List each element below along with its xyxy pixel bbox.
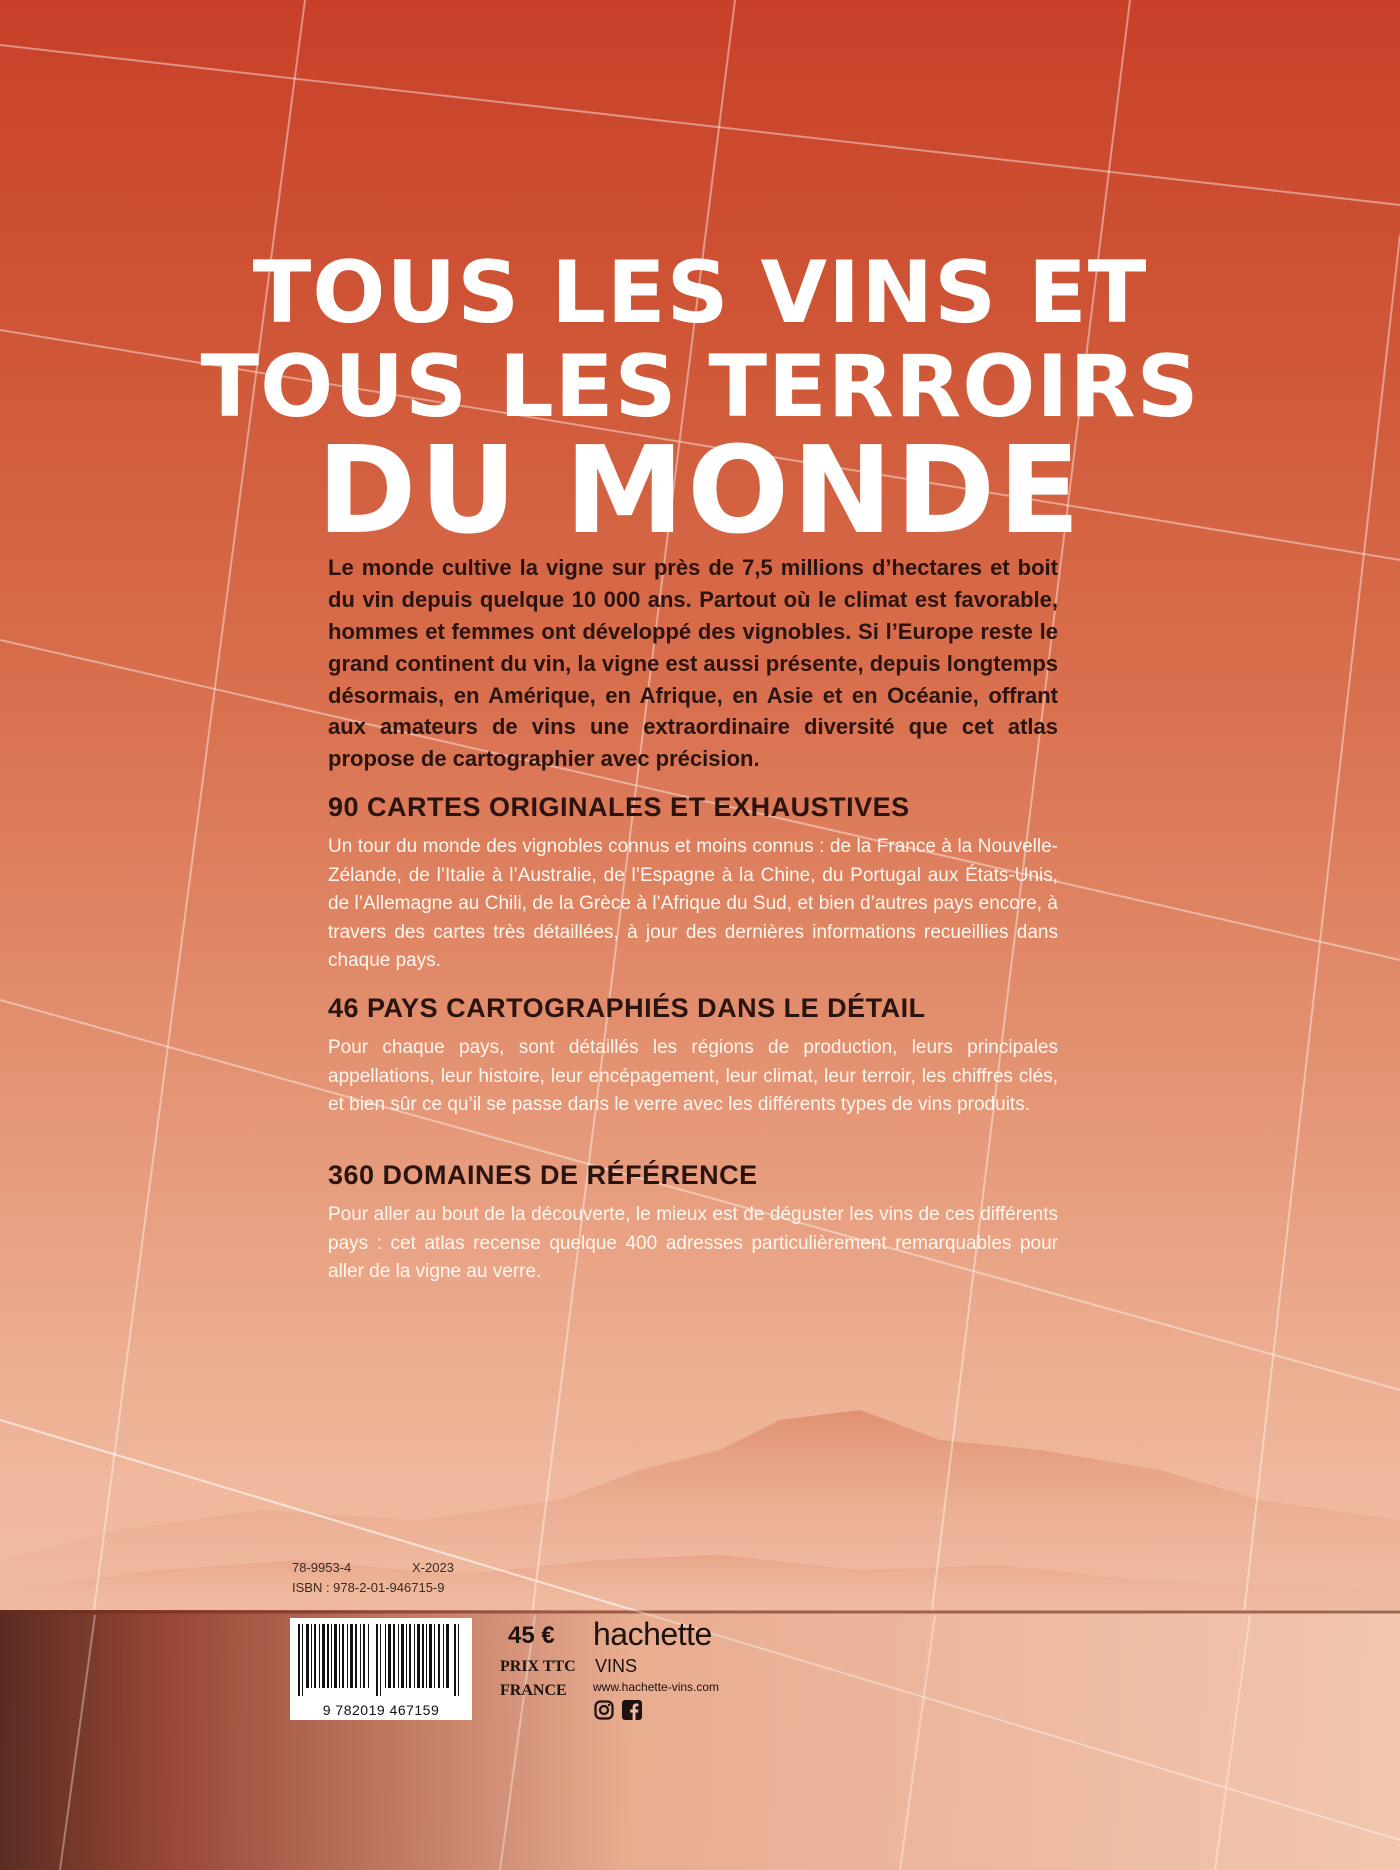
intro-paragraph: Le monde cultive la vigne sur près de 7,5 millions d’hectares et boit du vin depuis quelque 10 000 ans. Partout où le climat est favorable, hommes et femmes ont développé des vignobles. Si l’Europe reste le grand continent du vin, la vigne est aussi présente, depuis longtemps désormais, en Amérique, en Afrique, en Asie et en Océanie, offrant aux amateurs de vins une extraordinaire diversité que cet atlas propose de cartographier avec précision.: [328, 555, 1058, 772]
price-country: FRANCE: [500, 1682, 567, 1699]
instagram-icon[interactable]: [594, 1700, 614, 1720]
title-line-3: DU MONDE: [316, 422, 1084, 561]
barcode-bars: [290, 1618, 472, 1698]
section-text: Un tour du monde des vignobles connus et moins connus : de la France à la Nouvelle-Zélande, de l’Italie à l’Australie, de l’Espagne à la Chine, du Portugal aux États-Unis, de l’Allemagne au Chili, de la Grèce à l’Afrique du Sud, et bien d’autres pays encore, à travers des cartes très détaillées, à jour des dernières informations recueillies dans chaque pays.: [328, 836, 1058, 971]
section-text: Pour aller au bout de la découverte, le mieux est de déguster les vins de ces différents pays : cet atlas recense quelque 400 adresses particulièrement remarquables pour aller de la vigne au verre.: [328, 1204, 1058, 1282]
title-line-1: TOUS LES VINS ET: [252, 243, 1148, 343]
edition-code: X-2023: [412, 1560, 454, 1575]
publisher-imprint: VINS: [595, 1656, 638, 1676]
barcode-number: 9 782019 467159: [322, 1702, 440, 1718]
section-heading: 46 PAYS CARTOGRAPHIÉS DANS LE DÉTAIL: [328, 993, 926, 1023]
barcode: [290, 1618, 472, 1720]
price-label: PRIX TTC: [500, 1658, 576, 1675]
section-text: Pour chaque pays, sont détaillés les régions de production, leurs principales appellations, leur histoire, leur encépagement, leur climat, leur terroir, les chiffres clés, et bien sûr ce qu’il se passe dans le verre avec les différents types de vins produits.: [328, 1037, 1058, 1115]
publisher-website[interactable]: www.hachette-vins.com: [593, 1680, 720, 1694]
price: 45 €: [508, 1622, 555, 1649]
product-code: 78-9953-4: [292, 1560, 352, 1575]
section-heading: 90 CARTES ORIGINALES ET EXHAUSTIVES: [328, 792, 910, 822]
title-line-2: TOUS LES TERROIRS: [200, 337, 1200, 437]
isbn: ISBN : 978-2-01-946715-9: [292, 1580, 445, 1595]
publisher-logo: hachette: [593, 1616, 712, 1652]
facebook-icon[interactable]: [622, 1700, 642, 1720]
section-heading: 360 DOMAINES DE RÉFÉRENCE: [328, 1160, 758, 1190]
